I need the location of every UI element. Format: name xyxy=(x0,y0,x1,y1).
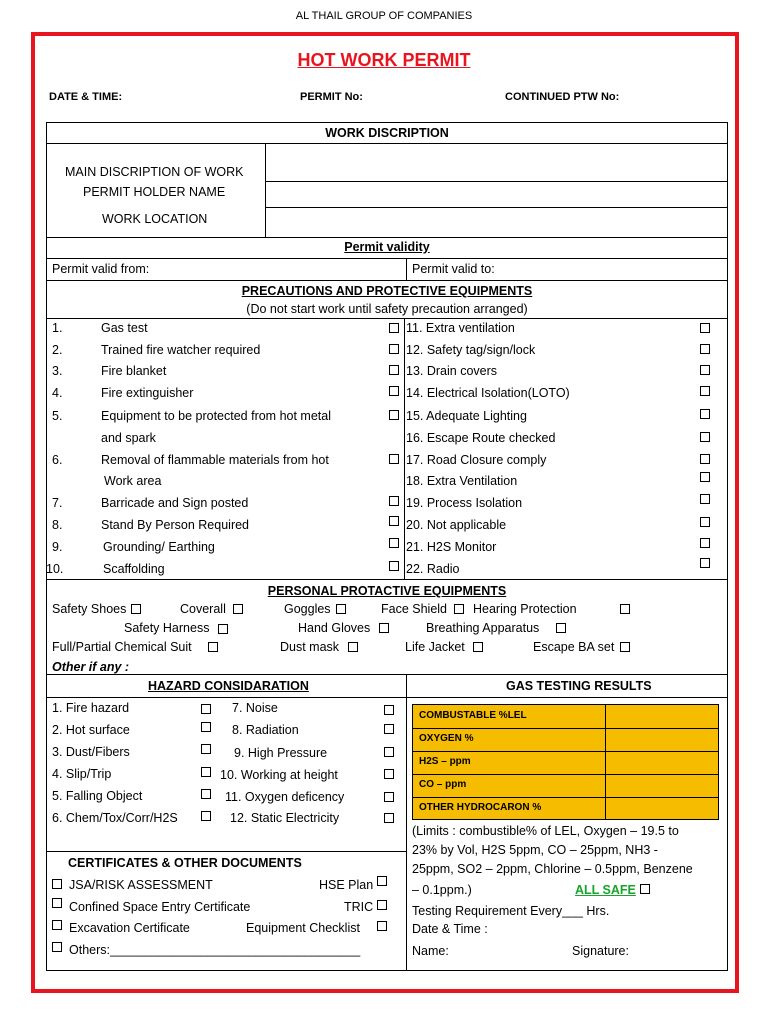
table-row[interactable] xyxy=(413,705,718,729)
table-row[interactable] xyxy=(413,728,718,752)
checkbox[interactable] xyxy=(377,900,387,910)
work-location-field[interactable] xyxy=(267,208,726,237)
permit-holder-label: PERMIT HOLDER NAME xyxy=(83,185,226,199)
precaution-num: 1. xyxy=(52,321,63,335)
checkbox[interactable] xyxy=(201,767,211,777)
checkbox[interactable] xyxy=(620,604,630,614)
checkbox[interactable] xyxy=(384,724,394,734)
all-safe-label: ALL SAFE xyxy=(575,883,636,897)
precaution-item: Trained fire watcher required xyxy=(101,343,261,357)
gas-heading: GAS TESTING RESULTS xyxy=(506,679,652,693)
gas-row-label: H2S – ppm xyxy=(419,756,471,767)
precaution-item-cont: and spark xyxy=(101,431,156,445)
main-description-field[interactable] xyxy=(267,145,726,180)
ppe-other-label[interactable]: Other if any : xyxy=(52,660,130,674)
checkbox[interactable] xyxy=(201,722,211,732)
precautions-note: (Do not start work until safety precaution arranged) xyxy=(246,302,528,316)
precaution-item: 21. H2S Monitor xyxy=(406,540,497,554)
cert-item: HSE Plan xyxy=(319,878,374,892)
precaution-num: 10. xyxy=(46,562,64,576)
checkbox[interactable] xyxy=(700,538,710,548)
precaution-num: 3. xyxy=(52,364,63,378)
precaution-item: Gas test xyxy=(101,321,148,335)
checkbox[interactable] xyxy=(384,747,394,757)
hazard-item: 10. Working at height xyxy=(220,768,338,782)
checkbox[interactable] xyxy=(700,432,710,442)
checkbox[interactable] xyxy=(389,516,399,526)
precaution-item: 18. Extra Ventilation xyxy=(406,474,518,488)
checkbox[interactable] xyxy=(700,558,710,568)
all-safe-checkbox[interactable] xyxy=(640,884,650,894)
checkbox[interactable] xyxy=(700,323,710,333)
gas-name[interactable]: Name: xyxy=(412,944,449,958)
limits-line: 25ppm, SO2 – 2ppm, Chlorine – 0.5ppm, Benzene xyxy=(412,862,693,876)
hazard-item: 9. High Pressure xyxy=(234,746,328,760)
checkbox[interactable] xyxy=(218,624,228,634)
precaution-num: 8. xyxy=(52,518,63,532)
precaution-item: 13. Drain covers xyxy=(406,364,498,378)
checkbox[interactable] xyxy=(700,454,710,464)
checkbox[interactable] xyxy=(700,494,710,504)
ppe-item: Dust mask xyxy=(280,640,340,654)
checkbox[interactable] xyxy=(52,898,62,908)
hazard-item: 4. Slip/Trip xyxy=(52,767,112,781)
checkbox[interactable] xyxy=(131,604,141,614)
hazard-item: 5. Falling Object xyxy=(52,789,143,803)
ppe-item: Breathing Apparatus xyxy=(426,621,540,635)
checkbox[interactable] xyxy=(348,642,358,652)
continued-ptw-label: CONTINUED PTW No: xyxy=(505,91,620,103)
certificates-heading: CERTIFICATES & OTHER DOCUMENTS xyxy=(68,856,302,870)
precaution-item: Scaffolding xyxy=(103,562,165,576)
permit-validity-heading: Permit validity xyxy=(344,240,430,254)
table-row[interactable] xyxy=(413,751,718,775)
checkbox[interactable] xyxy=(52,920,62,930)
hazard-heading: HAZARD CONSIDARATION xyxy=(148,679,309,693)
ppe-item: Escape BA set xyxy=(533,640,615,654)
gas-signature[interactable]: Signature: xyxy=(572,944,629,958)
table-row[interactable] xyxy=(413,774,718,798)
precaution-item: Grounding/ Earthing xyxy=(103,540,215,554)
precaution-item: Equipment to be protected from hot metal xyxy=(101,409,331,423)
precaution-num: 5. xyxy=(52,409,63,423)
checkbox[interactable] xyxy=(620,642,630,652)
checkbox[interactable] xyxy=(233,604,243,614)
hazard-item: 3. Dust/Fibers xyxy=(52,745,130,759)
ppe-item: Full/Partial Chemical Suit xyxy=(52,640,192,654)
checkbox[interactable] xyxy=(336,604,346,614)
checkbox[interactable] xyxy=(52,942,62,952)
checkbox[interactable] xyxy=(201,744,211,754)
valid-from-label[interactable]: Permit valid from: xyxy=(52,262,150,276)
checkbox[interactable] xyxy=(389,561,399,571)
hazard-item: 6. Chem/Tox/Corr/H2S xyxy=(52,811,178,825)
checkbox[interactable] xyxy=(377,921,387,931)
precaution-item: Barricade and Sign posted xyxy=(101,496,249,510)
valid-to-label[interactable]: Permit valid to: xyxy=(412,262,495,276)
precaution-item: 14. Electrical Isolation(LOTO) xyxy=(406,386,570,400)
checkbox[interactable] xyxy=(700,386,710,396)
hazard-item: 11. Oxygen deficency xyxy=(225,790,345,804)
gas-row-label: COMBUSTABLE %LEL xyxy=(419,710,527,721)
page-title: HOT WORK PERMIT xyxy=(297,50,471,70)
precaution-item: Removal of flammable materials from hot xyxy=(101,453,329,467)
ppe-heading: PERSONAL PROTACTIVE EQUIPMENTS xyxy=(267,584,507,598)
precaution-num: 9. xyxy=(52,540,63,554)
checkbox[interactable] xyxy=(208,642,218,652)
checkbox[interactable] xyxy=(384,705,394,715)
ppe-item: Hand Gloves xyxy=(298,621,371,635)
checkbox[interactable] xyxy=(201,704,211,714)
main-description-label: MAIN DISCRIPTION OF WORK xyxy=(65,165,244,179)
precaution-item: Stand By Person Required xyxy=(101,518,250,532)
cert-item: Equipment Checklist xyxy=(246,921,360,935)
gas-date-time[interactable]: Date & Time : xyxy=(412,922,488,936)
checkbox[interactable] xyxy=(389,344,399,354)
checkbox[interactable] xyxy=(389,323,399,333)
gas-row-label: OXYGEN % xyxy=(419,733,474,744)
ppe-item: Life Jacket xyxy=(405,640,465,654)
ppe-item: Safety Harness xyxy=(124,621,210,635)
precaution-item: 12. Safety tag/sign/lock xyxy=(406,343,536,357)
precaution-item: 19. Process Isolation xyxy=(406,496,523,510)
checkbox[interactable] xyxy=(52,879,62,889)
limits-line: (Limits : combustible% of LEL, Oxygen – 19.5 to xyxy=(412,824,679,838)
hazard-item: 1. Fire hazard xyxy=(52,701,130,715)
table-row[interactable] xyxy=(413,797,718,820)
gas-row-label: OTHER HYDROCARON % xyxy=(419,802,542,813)
ppe-item: Face Shield xyxy=(381,602,448,616)
cert-item: Others:____________________________________ xyxy=(69,943,361,957)
hazard-item: 8. Radiation xyxy=(232,723,299,737)
ppe-item: Coverall xyxy=(180,602,226,616)
ppe-item: Safety Shoes xyxy=(52,602,127,616)
ppe-item: Hearing Protection xyxy=(473,602,577,616)
checkbox[interactable] xyxy=(377,876,387,886)
cert-item: TRIC xyxy=(344,900,374,914)
checkbox[interactable] xyxy=(389,538,399,548)
checkbox[interactable] xyxy=(201,789,211,799)
checkbox[interactable] xyxy=(700,472,710,482)
work-location-label: WORK LOCATION xyxy=(102,212,208,226)
precaution-item: 22. Radio xyxy=(406,562,460,576)
hazard-item: 7. Noise xyxy=(232,701,278,715)
precaution-num: 2. xyxy=(52,343,63,357)
work-description-heading: WORK DISCRIPTION xyxy=(325,126,449,140)
precaution-item: 17. Road Closure comply xyxy=(406,453,547,467)
ppe-item: Goggles xyxy=(284,602,331,616)
checkbox[interactable] xyxy=(384,792,394,802)
precaution-num: 4. xyxy=(52,386,63,400)
checkbox[interactable] xyxy=(384,769,394,779)
checkbox[interactable] xyxy=(700,344,710,354)
checkbox[interactable] xyxy=(473,642,483,652)
permit-holder-field[interactable] xyxy=(267,182,726,206)
gas-results-table xyxy=(412,704,719,820)
precaution-item-cont: Work area xyxy=(104,474,162,488)
precaution-item: Fire blanket xyxy=(101,364,167,378)
permit-no-label: PERMIT No: xyxy=(300,91,363,103)
precaution-item: 15. Adequate Lighting xyxy=(406,409,527,423)
cert-item: JSA/RISK ASSESSMENT xyxy=(69,878,213,892)
precaution-item: 11. Extra ventilation xyxy=(406,321,515,335)
company-name: AL THAIL GROUP OF COMPANIES xyxy=(295,10,473,22)
date-time-label: DATE & TIME: xyxy=(49,91,123,103)
checkbox[interactable] xyxy=(201,811,211,821)
checkbox[interactable] xyxy=(556,623,566,633)
cert-item: Confined Space Entry Certificate xyxy=(69,900,251,914)
checkbox[interactable] xyxy=(700,365,710,375)
checkbox[interactable] xyxy=(700,517,710,527)
checkbox[interactable] xyxy=(389,365,399,375)
checkbox[interactable] xyxy=(384,813,394,823)
cert-item: Excavation Certificate xyxy=(69,921,190,935)
checkbox[interactable] xyxy=(454,604,464,614)
testing-requirement[interactable]: Testing Requirement Every___ Hrs. xyxy=(412,904,610,918)
checkbox[interactable] xyxy=(389,386,399,396)
precaution-item: 20. Not applicable xyxy=(406,518,507,532)
precaution-item: Fire extinguisher xyxy=(101,386,194,400)
limits-line: – 0.1ppm.) xyxy=(412,883,472,897)
precaution-item: 16. Escape Route checked xyxy=(406,431,556,445)
checkbox[interactable] xyxy=(389,410,399,420)
hazard-item: 2. Hot surface xyxy=(52,723,130,737)
gas-row-label: CO – ppm xyxy=(419,779,467,790)
checkbox[interactable] xyxy=(389,454,399,464)
limits-line: 23% by Vol, H2S 5ppm, CO – 25ppm, NH3 - xyxy=(412,843,658,857)
precaution-num: 6. xyxy=(52,453,63,467)
hazard-item: 12. Static Electricity xyxy=(230,811,340,825)
checkbox[interactable] xyxy=(700,409,710,419)
checkbox[interactable] xyxy=(379,623,389,633)
precaution-num: 7. xyxy=(52,496,63,510)
checkbox[interactable] xyxy=(389,496,399,506)
precautions-heading: PRECAUTIONS AND PROTECTIVE EQUIPMENTS xyxy=(241,284,533,298)
